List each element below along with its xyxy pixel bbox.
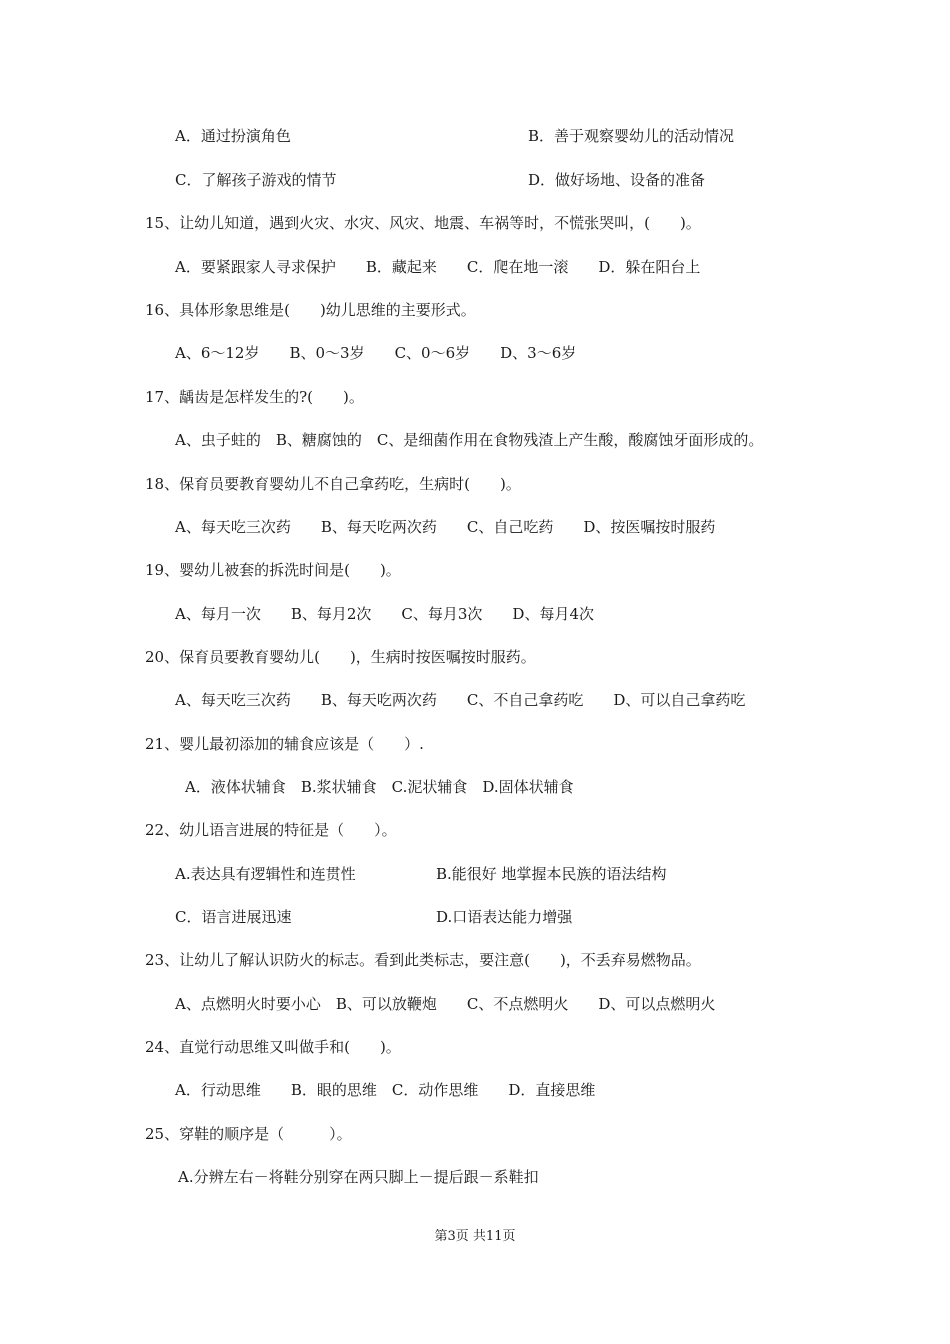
q22-option-d: D.口语表达能力增强 bbox=[436, 908, 573, 926]
q22-option-a: A.表达具有逻辑性和连贯性 bbox=[175, 865, 356, 883]
page-number-footer: 第3页 共11页 bbox=[434, 1229, 516, 1244]
question-25: 25、穿鞋的顺序是（ ）。 bbox=[145, 1125, 352, 1143]
question-23: 23、让幼儿了解认识防火的标志。看到此类标志，要注意( )，不丢弃易燃物品。 bbox=[145, 951, 701, 969]
q22-option-c: C．语言进展迅速 bbox=[175, 908, 292, 926]
q14-option-b: B．善于观察婴幼儿的活动情况 bbox=[528, 127, 735, 145]
q25-option-a: A.分辨左右－将鞋分别穿在两只脚上－提后跟－系鞋扣 bbox=[178, 1168, 539, 1186]
q24-options: A．行动思维 B．眼的思维 C．动作思维 D．直接思维 bbox=[175, 1081, 596, 1099]
question-24: 24、直觉行动思维又叫做手和( )。 bbox=[145, 1038, 401, 1056]
q18-options: A、每天吃三次药 B、每天吃两次药 C、自己吃药 D、按医嘱按时服药 bbox=[175, 518, 716, 536]
q22-option-b: B.能很好 地掌握本民族的语法结构 bbox=[436, 865, 667, 883]
q17-options: A、虫子蛀的 B、糖腐蚀的 C、是细菌作用在食物残渣上产生酸，酸腐蚀牙面形成的。 bbox=[175, 431, 764, 449]
question-21: 21、婴儿最初添加的辅食应该是（ ）. bbox=[145, 735, 424, 753]
q16-options: A、6～12岁 B、0～3岁 C、0～6岁 D、3～6岁 bbox=[175, 344, 577, 362]
question-22: 22、幼儿语言进展的特征是（ ）。 bbox=[145, 821, 397, 839]
question-19: 19、婴幼儿被套的拆洗时间是( )。 bbox=[145, 561, 401, 579]
question-15: 15、让幼儿知道，遇到火灾、水灾、风灾、地震、车祸等时，不慌张哭叫，( )。 bbox=[145, 214, 701, 232]
q15-options: A．要紧跟家人寻求保护 B．藏起来 C．爬在地一滚 D．躲在阳台上 bbox=[175, 258, 701, 276]
q20-options: A、每天吃三次药 B、每天吃两次药 C、不自己拿药吃 D、可以自己拿药吃 bbox=[175, 691, 746, 709]
question-16: 16、具体形象思维是( )幼儿思维的主要形式。 bbox=[145, 301, 476, 319]
q21-options: A．液体状辅食 B.浆状辅食 C.泥状辅食 D.固体状辅食 bbox=[185, 778, 574, 796]
q23-options: A、点燃明火时要小心 B、可以放鞭炮 C、不点燃明火 D、可以点燃明火 bbox=[175, 995, 716, 1013]
q14-option-d: D．做好场地、设备的准备 bbox=[528, 171, 706, 189]
q19-options: A、每月一次 B、每月2次 C、每月3次 D、每月4次 bbox=[175, 605, 594, 623]
question-18: 18、保育员要教育婴幼儿不自己拿药吃，生病时( )。 bbox=[145, 475, 521, 493]
question-20: 20、保育员要教育婴幼儿( )，生病时按医嘱按时服药。 bbox=[145, 648, 536, 666]
q14-option-c: C．了解孩子游戏的情节 bbox=[175, 171, 337, 189]
question-17: 17、龋齿是怎样发生的?( )。 bbox=[145, 388, 364, 406]
q14-option-a: A．通过扮演角色 bbox=[175, 127, 291, 145]
